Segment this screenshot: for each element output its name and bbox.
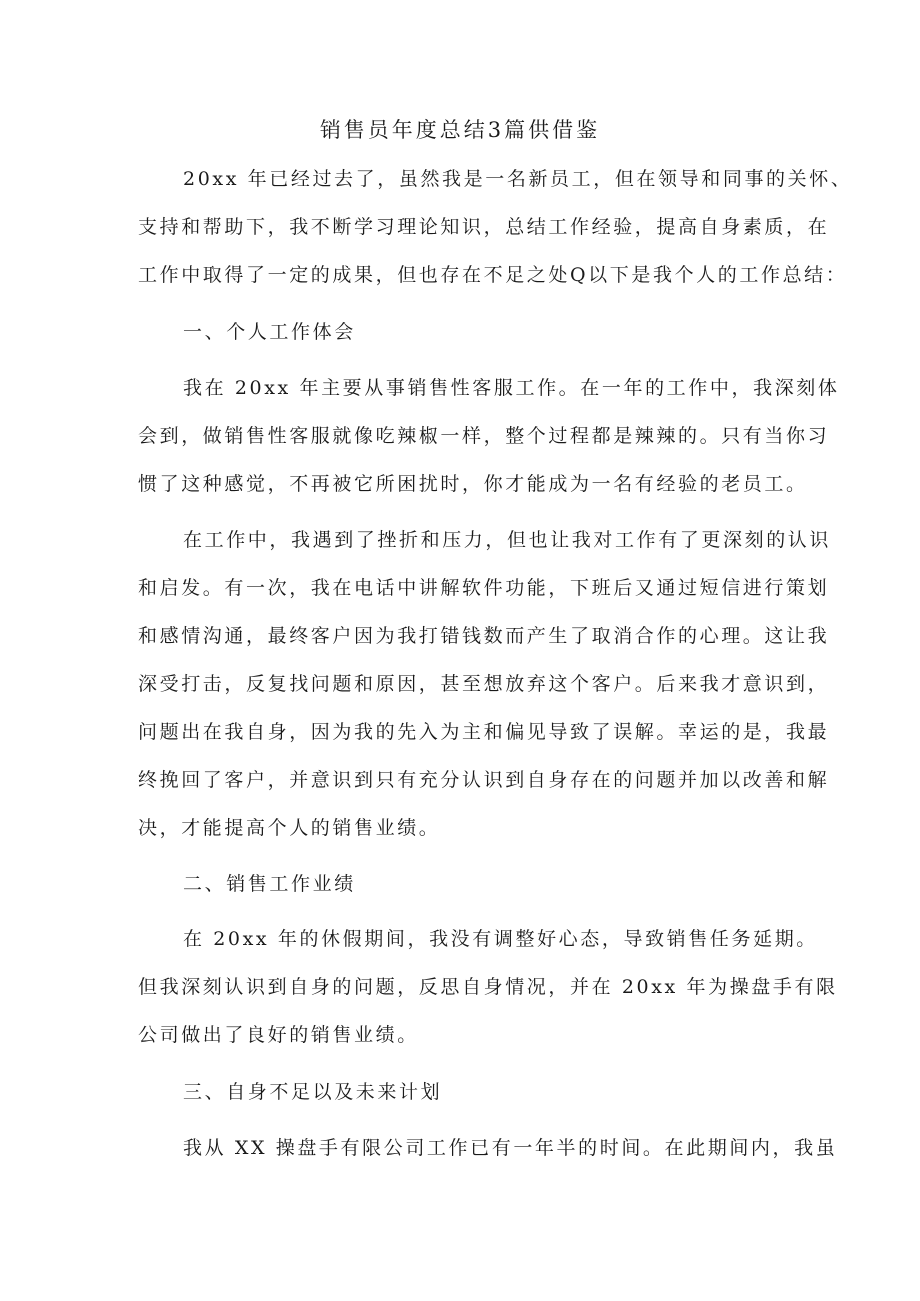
paragraph-line: 我从 XX 操盘手有限公司工作已有一年半的时间。在此期间内，我虽 — [183, 1137, 838, 1159]
paragraph-line: 问题出在我自身，因为我的先入为主和偏见导致了误解。幸运的是，我最 — [138, 721, 830, 743]
paragraph-line: 我在 20xx 年主要从事销售性客服工作。在一年的工作中，我深刻体 — [183, 377, 840, 399]
section-heading: 二、销售工作业绩 — [183, 873, 356, 895]
paragraph-line: 深受打击，反复找问题和原因，甚至想放弃这个客户。后来我才意识到， — [138, 673, 830, 695]
paragraph-line: 和启发。有一次，我在电话中讲解软件功能，下班后又通过短信进行策划 — [138, 577, 830, 599]
paragraph-line: 在 20xx 年的休假期间，我没有调整好心态，导致销售任务延期。 — [183, 928, 818, 950]
paragraph-line: 和感情沟通，最终客户因为我打错钱数而产生了取消合作的心理。这让我 — [138, 625, 830, 647]
document-title: 销售员年度总结3篇供借鉴 — [319, 118, 601, 142]
paragraph-line: 20xx 年已经过去了，虽然我是一名新员工，但在领导和同事的关怀、 — [183, 168, 853, 190]
section-heading: 三、自身不足以及未来计划 — [183, 1081, 443, 1103]
paragraph-line: 支持和帮助下，我不断学习理论知识，总结工作经验，提高自身素质，在 — [138, 216, 830, 238]
paragraph-line: 工作中取得了一定的成果，但也存在不足之处Q以下是我个人的工作总结： — [138, 264, 848, 286]
paragraph-line: 但我深刻认识到自身的问题，反思自身情况，并在 20xx 年为操盘手有限 — [138, 976, 838, 998]
paragraph-line: 终挽回了客户，并意识到只有充分认识到自身存在的问题并加以改善和解 — [138, 769, 830, 791]
section-heading: 一、个人工作体会 — [183, 321, 356, 343]
paragraph-line: 决，才能提高个人的销售业绩。 — [138, 817, 441, 839]
paragraph-line: 会到，做销售性客服就像吃辣椒一样，整个过程都是辣辣的。只有当你习 — [138, 425, 830, 447]
paragraph-line: 在工作中，我遇到了挫折和压力，但也让我对工作有了更深刻的认识 — [183, 529, 832, 551]
paragraph-line: 惯了这种感觉，不再被它所困扰时，你才能成为一名有经验的老员工。 — [138, 473, 808, 495]
paragraph-line: 公司做出了良好的销售业绩。 — [138, 1024, 419, 1046]
